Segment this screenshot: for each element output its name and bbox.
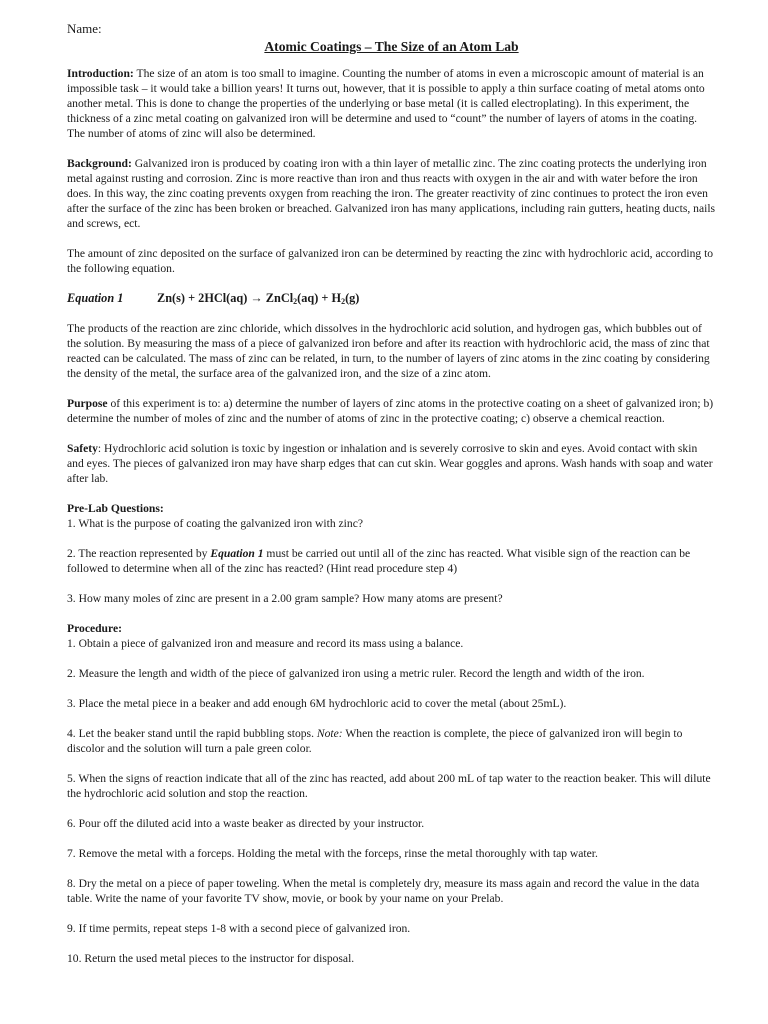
q2-equation-ref: Equation 1	[210, 547, 264, 560]
procedure-step-4	[67, 726, 716, 756]
equation-label: Equation 1	[67, 291, 124, 305]
prelab-heading: Pre-Lab Questions:	[67, 502, 164, 515]
procedure-step-5: 5. When the signs of reaction indicate that all of the zinc has reacted, add about 200 mL of tap water to the reaction beaker. This will dilute the hydrochloric acid solution and stop the reaction.	[67, 772, 711, 800]
q2-text-post: must be carried out until all of the zinc has reacted. What visible sign of the reaction can be followed to determine when all of the zinc has reacted? (Hint read procedure step 4)	[67, 547, 691, 575]
step-4-text-post: When the reaction is complete, the piece of galvanized iron will begin to discolor and the solution will turn a pale green color.	[67, 727, 683, 755]
introduction-paragraph	[67, 66, 716, 141]
products-paragraph: The products of the reaction are zinc chloride, which dissolves in the hydrochloric acid solution, and hydrogen gas, which bubbles out of the solution. By measuring the mass of a piece of galvanized iron before and after its reaction with hydrochloric acid, the mass of zinc that reacted can be calculated. The mass of zinc can be related, in turn, to the number of layers of zinc atoms in the zinc coating by considering the density of the metal, the surface area of the galvanized iron, and the size of a zinc atom.	[67, 322, 710, 380]
name-label: Name:	[67, 21, 102, 36]
step-4-note: Note:	[316, 727, 343, 740]
background-label: Background:	[67, 157, 132, 170]
purpose-label: Purpose	[67, 397, 108, 410]
prelab-question-2	[67, 546, 716, 576]
prelab-question-1: 1. What is the purpose of coating the galvanized iron with zinc?	[67, 517, 363, 530]
procedure-step-10: 10. Return the used metal pieces to the instructor for disposal.	[67, 952, 355, 965]
safety-text: : Hydrochloric acid solution is toxic by ingestion or inhalation and is severely corrosive to skin and eyes. Avoid contact with skin and eyes. The pieces of galvanized iron may have sharp edges that can cut skin. Wear goggles and aprons. Wash hands with soap and water after lab.	[67, 442, 713, 485]
background-text: Galvanized iron is produced by coating iron with a thin layer of metallic zinc. The zinc coating protects the underlying iron metal against rusting and corrosion. Zinc is more reactive than iron and thus reacts with oxygen in the air and with water before the iron does. In this way, the zinc coating prevents oxygen from reaching the iron. The greater reactivity of zinc continues to protect the iron even after the surface of the zinc has been broken or breached. Galvanized iron has many applications, including rain gutters, heating ducts, nails and screws, ect.	[67, 157, 716, 230]
safety-label: Safety	[67, 442, 98, 455]
purpose-text: of this experiment is to: a) determine the number of layers of zinc atoms in the protective coating on a sheet of galvanized iron; b) determine the number of moles of zinc and the number of atoms of zinc in the protective coating; c) observe a chemical reaction.	[67, 397, 714, 425]
procedure-step-3: 3. Place the metal piece in a beaker and add enough 6M hydrochloric acid to cover the metal (about 25mL).	[67, 697, 567, 710]
equation-line	[67, 291, 716, 306]
procedure-step-8: 8. Dry the metal on a piece of paper toweling. When the metal is completely dry, measure its mass again and record the value in the data table. Write the name of your favorite TV show, movie, or book by your name on your Prelab.	[67, 877, 700, 905]
equation-mid: (aq) + H	[297, 291, 342, 305]
introduction-text: The size of an atom is too small to imagine. Counting the number of atoms in even a microscopic amount of material is an impossible task – it would take a billion years! It turns out, however, that it is possible to apply a thin surface coating of metal atoms onto another metal. This is done to change the properties of the underlying or base metal (it is called electroplating). In this experiment, the thickness of a zinc metal coating on galvanized iron will be determine and used to “count” the number of layers of atoms in the coating. The number of atoms of zinc will also be determined.	[67, 67, 705, 140]
page-title: Atomic Coatings – The Size of an Atom Lab	[264, 39, 519, 54]
equation-lhs: Zn(s) + 2HCl(aq) → ZnCl	[157, 291, 294, 305]
procedure-heading: Procedure:	[67, 622, 122, 635]
procedure-step-9: 9. If time permits, repeat steps 1-8 with a second piece of galvanized iron.	[67, 922, 411, 935]
procedure-step-2: 2. Measure the length and width of the piece of galvanized iron using a metric ruler. Record the length and width of the iron.	[67, 667, 645, 680]
procedure-step-6: 6. Pour off the diluted acid into a waste beaker as directed by your instructor.	[67, 817, 425, 830]
equation-subscript-2: 2	[341, 297, 346, 306]
equation-end: (g)	[345, 291, 360, 305]
introduction-label: Introduction:	[67, 67, 134, 80]
equation-subscript-1: 2	[293, 297, 298, 306]
safety-paragraph	[67, 441, 716, 486]
q2-text-pre: 2. The reaction represented by	[67, 547, 211, 560]
prelab-question-3: 3. How many moles of zinc are present in a 2.00 gram sample? How many atoms are present?	[67, 592, 503, 605]
background-paragraph	[67, 156, 716, 231]
procedure-step-7: 7. Remove the metal with a forceps. Holding the metal with the forceps, rinse the metal thoroughly with tap water.	[67, 847, 598, 860]
purpose-paragraph	[67, 396, 716, 426]
procedure-step-1: 1. Obtain a piece of galvanized iron and measure and record its mass using a balance.	[67, 637, 464, 650]
amount-paragraph: The amount of zinc deposited on the surface of galvanized iron can be determined by reacting the zinc with hydrochloric acid, according to the following equation.	[67, 247, 714, 275]
step-4-text-pre: 4. Let the beaker stand until the rapid bubbling stops.	[67, 727, 317, 740]
